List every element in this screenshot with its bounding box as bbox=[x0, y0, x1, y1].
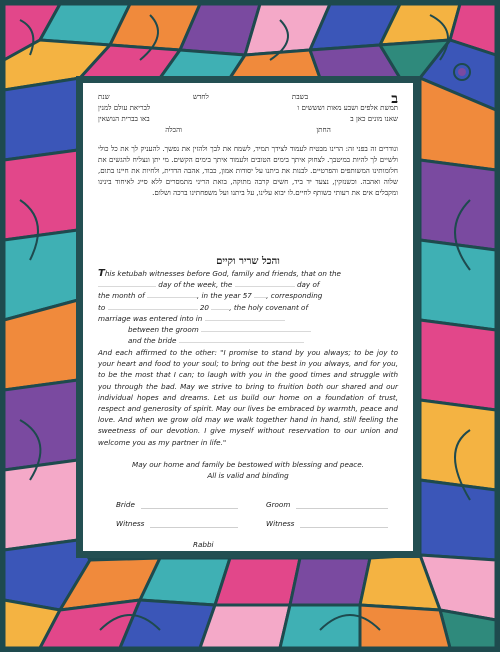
hebrew-header bbox=[98, 91, 398, 135]
english-closing bbox=[98, 459, 398, 481]
english-line-4: to 20 , the holy covenant of bbox=[98, 302, 308, 312]
signature-row-witnesses bbox=[98, 519, 398, 528]
hebrew-line2b: לבריאת עולם למנין bbox=[98, 103, 151, 113]
bride-signature-line[interactable] bbox=[141, 501, 238, 509]
english-line-7: and the bride bbox=[98, 335, 398, 346]
hebrew-body-text: ונודרים זה בפני זה: הרינו מבטיח לעמוד לצידך תמיד, לשמח את לבך ולהזין את נפשך. להעניק לך את כל כולי ולשיים לך להיות במיטבך. לצחוק איתך בימים הטובים ולעמוד איתך בימים הקשים. מי יתן ונצליח להגשים את חלומותינו המשותפים והפרטיים. לבנות את ביתנו על יסודות אמון, כבוד, אהבה הדדית, ולחיות את חיינו בתום, שלוה ואהבה. וכשנזקין, נצעד יד ביד, חשים קרבה מתוקה, בואת הריני מתמסרים ללא סייג לאיחוד בינינו ומקבלים אים את רעותי כשותף לחיים.לו יבוא עלינו, על ביתנו ועל משפחתינו ברכה ושלום. bbox=[98, 144, 398, 198]
english-line-1: This ketubah witnesses before God, family and friends, that on the bbox=[98, 268, 341, 279]
english-opening bbox=[98, 268, 398, 346]
witness1-signature-line[interactable] bbox=[150, 520, 238, 528]
hebrew-closing-line: והכל שריר וקיים bbox=[216, 256, 280, 267]
english-line-5: marriage was entered into in bbox=[98, 313, 398, 324]
witness2-signature-label: Witness bbox=[266, 519, 295, 528]
groom-signature-label: Groom bbox=[266, 500, 291, 509]
rabbi-signature-label: Rabbi bbox=[193, 540, 214, 549]
english-line-2: day of the week, the day of bbox=[98, 279, 398, 290]
ketubah-text-panel bbox=[83, 83, 413, 551]
groom-signature-line[interactable] bbox=[296, 501, 388, 509]
english-blessing: May our home and family be bestowed with blessing and peace. bbox=[132, 460, 364, 469]
hebrew-shabbat: בשבת bbox=[291, 92, 309, 101]
witness1-signature-label: Witness bbox=[116, 519, 145, 528]
hebrew-bride-label: והכלה bbox=[165, 125, 182, 135]
english-drop-letter: T bbox=[98, 268, 105, 279]
hebrew-line2: תמשת אלפים ושבע מאות ושששים ו bbox=[297, 103, 398, 113]
hebrew-groom-label: החתן bbox=[316, 125, 331, 135]
hebrew-shnat: שנת bbox=[98, 92, 110, 101]
hebrew-bet: ב bbox=[391, 91, 398, 107]
english-line-6: between the groom bbox=[98, 324, 398, 335]
english-line-3: the month of , in the year 57 , corresponding bbox=[98, 291, 323, 301]
hebrew-line3: שאנו מונים כאן ב bbox=[350, 114, 398, 124]
english-valid: All is valid and binding bbox=[207, 471, 289, 481]
english-vow-text: And each affirmed to the other: "I promise to stand by you always; to be joy to your heart and food to your soul; to bring out the best in you always, and for you, to be the most that I can; to laugh with you in the good times and struggle with you through the bad. May we strive to bring to fruition both our shared and our individual hopes and dreams. Let us build our home on a foundation of trust, respect and generosity of spirit. May our lives be embraced by warmth, peace and love. And when we grow old may we walk together hand in hand, still feeling the sweetness of our devotion. I give myself without reservation to our union and welcome you as my partner in life." bbox=[98, 348, 398, 447]
hebrew-line3b: באו בברית הנושאין bbox=[98, 114, 150, 124]
hebrew-lechodesh: לחדש bbox=[192, 92, 209, 101]
bride-signature-label: Bride bbox=[116, 500, 135, 509]
witness2-signature-line[interactable] bbox=[300, 520, 388, 528]
signature-row-couple bbox=[98, 500, 398, 509]
